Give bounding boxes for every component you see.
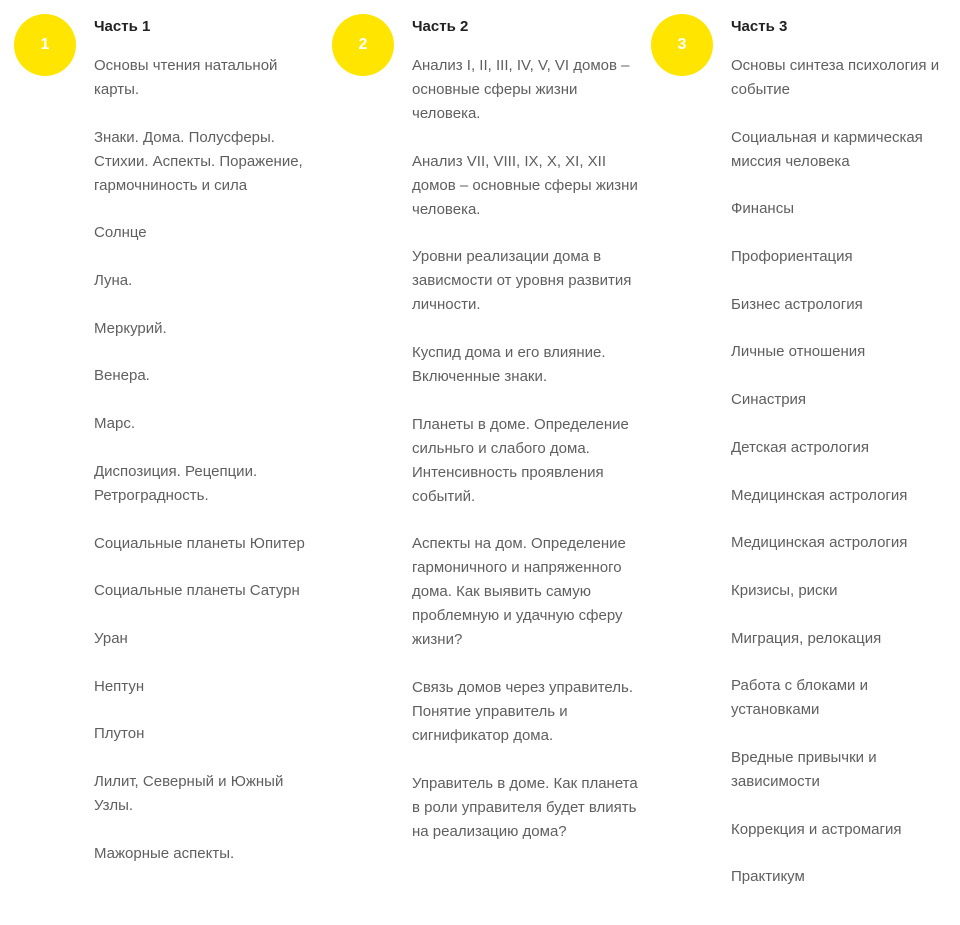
topic-item: Работа с блоками и установками: [731, 677, 868, 719]
topic-item: Нептун: [94, 677, 145, 695]
part-number-badge: 1: [14, 14, 76, 76]
topic-item: Марс.: [94, 415, 136, 433]
topic-item: Медицинская астрология: [731, 534, 908, 552]
part-1-column: [0, 0, 320, 925]
topic-item: Солнце: [94, 224, 147, 242]
part-topic-list: [731, 54, 959, 913]
topic-item: Уран: [94, 629, 128, 647]
topic-item: Уровни реализации дома в зависмости от уровня развития личности.: [412, 248, 632, 314]
part-topic-list: [94, 54, 322, 889]
topic-item: Аспекты на дом. Определение гармоничного и напряженного дома. Как выявить самую проблемную и удачную сферу жизни?: [412, 535, 626, 649]
topic-item: Анализ VII, VIII, IX, X, XI, XII домов – основные сферы жизни человека.: [412, 152, 638, 218]
part-2-column: [318, 0, 638, 925]
part-title: Часть 1: [94, 18, 151, 35]
topic-item: Личные отношения: [731, 343, 866, 361]
topic-item: Коррекция и астромагия: [731, 820, 902, 838]
part-title: Часть 3: [731, 18, 788, 35]
topic-item: Управитель в доме. Как планета в роли управителя будет влиять на реализацию дома?: [412, 774, 638, 840]
topic-item: Практикум: [731, 868, 805, 886]
topic-item: Лилит, Северный и Южный Узлы.: [94, 772, 284, 814]
topic-item: Луна.: [94, 272, 133, 290]
topic-item: Вредные привычки и зависимости: [731, 748, 877, 790]
topic-item: Медицинская астрология: [731, 486, 908, 504]
topic-item: Профориентация: [731, 248, 853, 266]
topic-item: Планеты в доме. Определение сильньго и слабого дома. Интенсивность проявления событий.: [412, 415, 629, 505]
part-topic-list: [412, 54, 640, 868]
topic-item: Знаки. Дома. Полусферы. Стихии. Аспекты. Поражение, гармочниность и сила: [94, 128, 303, 194]
topic-item: Финансы: [731, 200, 794, 218]
part-number-badge: 2: [332, 14, 394, 76]
part-title: Часть 2: [412, 18, 469, 35]
topic-item: Кризисы, риски: [731, 581, 838, 599]
topic-item: Миграция, релокация: [731, 629, 882, 647]
part-3-column: [637, 0, 960, 925]
topic-item: Основы чтения натальной карты.: [94, 57, 278, 98]
topic-item: Детская астрология: [731, 438, 870, 456]
topic-item: Бизнес астрология: [731, 295, 863, 313]
topic-item: Анализ I, II, III, IV, V, VI домов – основные сферы жизни человека.: [412, 57, 630, 122]
topic-item: Венера.: [94, 367, 150, 385]
topic-item: Социальные планеты Юпитер: [94, 534, 305, 552]
topic-item: Социальные планеты Сатурн: [94, 582, 300, 600]
topic-item: Социальная и кармическая миссия человека: [731, 128, 923, 170]
topic-item: Диспозиция. Рецепции. Ретроградность.: [94, 462, 258, 504]
topic-item: Мажорные аспекты.: [94, 844, 235, 862]
topic-item: Связь домов через управитель. Понятие управитель и сигнификатор дома.: [412, 679, 633, 745]
topic-item: Основы синтеза психология и событие: [731, 57, 940, 98]
part-number-badge: 3: [651, 14, 713, 76]
topic-item: Меркурий.: [94, 319, 167, 337]
topic-item: Куспид дома и его влияние. Включенные знаки.: [412, 344, 606, 386]
topic-item: Плутон: [94, 725, 145, 743]
topic-item: Синастрия: [731, 391, 807, 409]
